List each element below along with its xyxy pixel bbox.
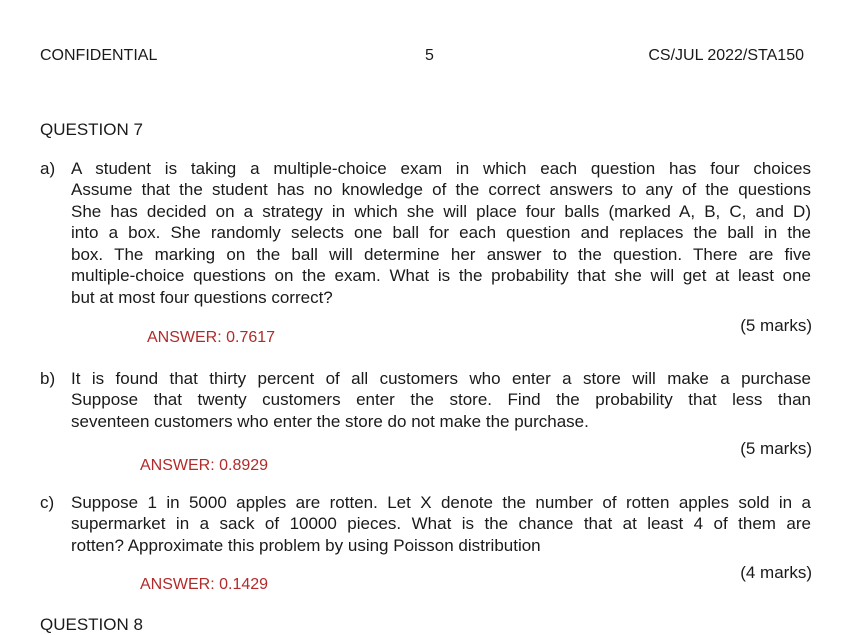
part-a-line-7: but at most four questions correct? (71, 288, 333, 307)
part-b-line-2: Suppose that twenty customers enter the store. Find the probability that less than (71, 390, 811, 409)
page-number: 5 (425, 47, 434, 64)
part-b-line-3: seventeen customers who enter the store do not make the purchase. (71, 412, 589, 431)
part-c-line-3: rotten? Approximate this problem by using Poisson distribution (71, 536, 541, 555)
part-c-answer: ANSWER: 0.1429 (140, 576, 269, 593)
part-a-line-2: Assume that the student has no knowledge of the correct answers to any of the questions (71, 180, 811, 199)
part-c-line-1: Suppose 1 in 5000 apples are rotten. Let X denote the number of rotten apples sold in a (71, 493, 811, 512)
part-a-line-5: box. The marking on the ball will determine her answer to the question. There are five (71, 245, 811, 264)
part-b-answer: ANSWER: 0.8929 (140, 457, 269, 474)
part-a-line-6: multiple-choice questions on the exam. What is the probability that she will get at least one (71, 266, 811, 285)
part-a-line-3: She has decided on a strategy in which she will place four balls (marked A, B, C, and D) (71, 202, 811, 221)
part-c-label: c) (40, 493, 55, 512)
part-a-answer: ANSWER: 0.7617 (147, 329, 276, 346)
question-7-title: QUESTION 7 (40, 120, 143, 139)
part-b-label: b) (40, 369, 56, 388)
part-a-marks: (5 marks) (740, 316, 812, 335)
part-b-line-1: It is found that thirty percent of all customers who enter a store will make a purchase (71, 369, 811, 388)
part-b-marks: (5 marks) (740, 439, 812, 458)
part-a-line-4: into a box. She randomly selects one ball for each question and replaces the ball in the (71, 223, 811, 242)
part-a-label: a) (40, 159, 56, 178)
header-left: CONFIDENTIAL (40, 47, 158, 64)
question-8-title: QUESTION 8 (40, 615, 143, 634)
header-right: CS/JUL 2022/STA150 (648, 47, 804, 64)
part-c-marks: (4 marks) (740, 563, 812, 582)
part-a-line-1: A student is taking a multiple-choice exam in which each question has four choices (71, 159, 811, 178)
part-c-line-2: supermarket in a sack of 10000 pieces. What is the chance that at least 4 of them are (71, 514, 811, 533)
